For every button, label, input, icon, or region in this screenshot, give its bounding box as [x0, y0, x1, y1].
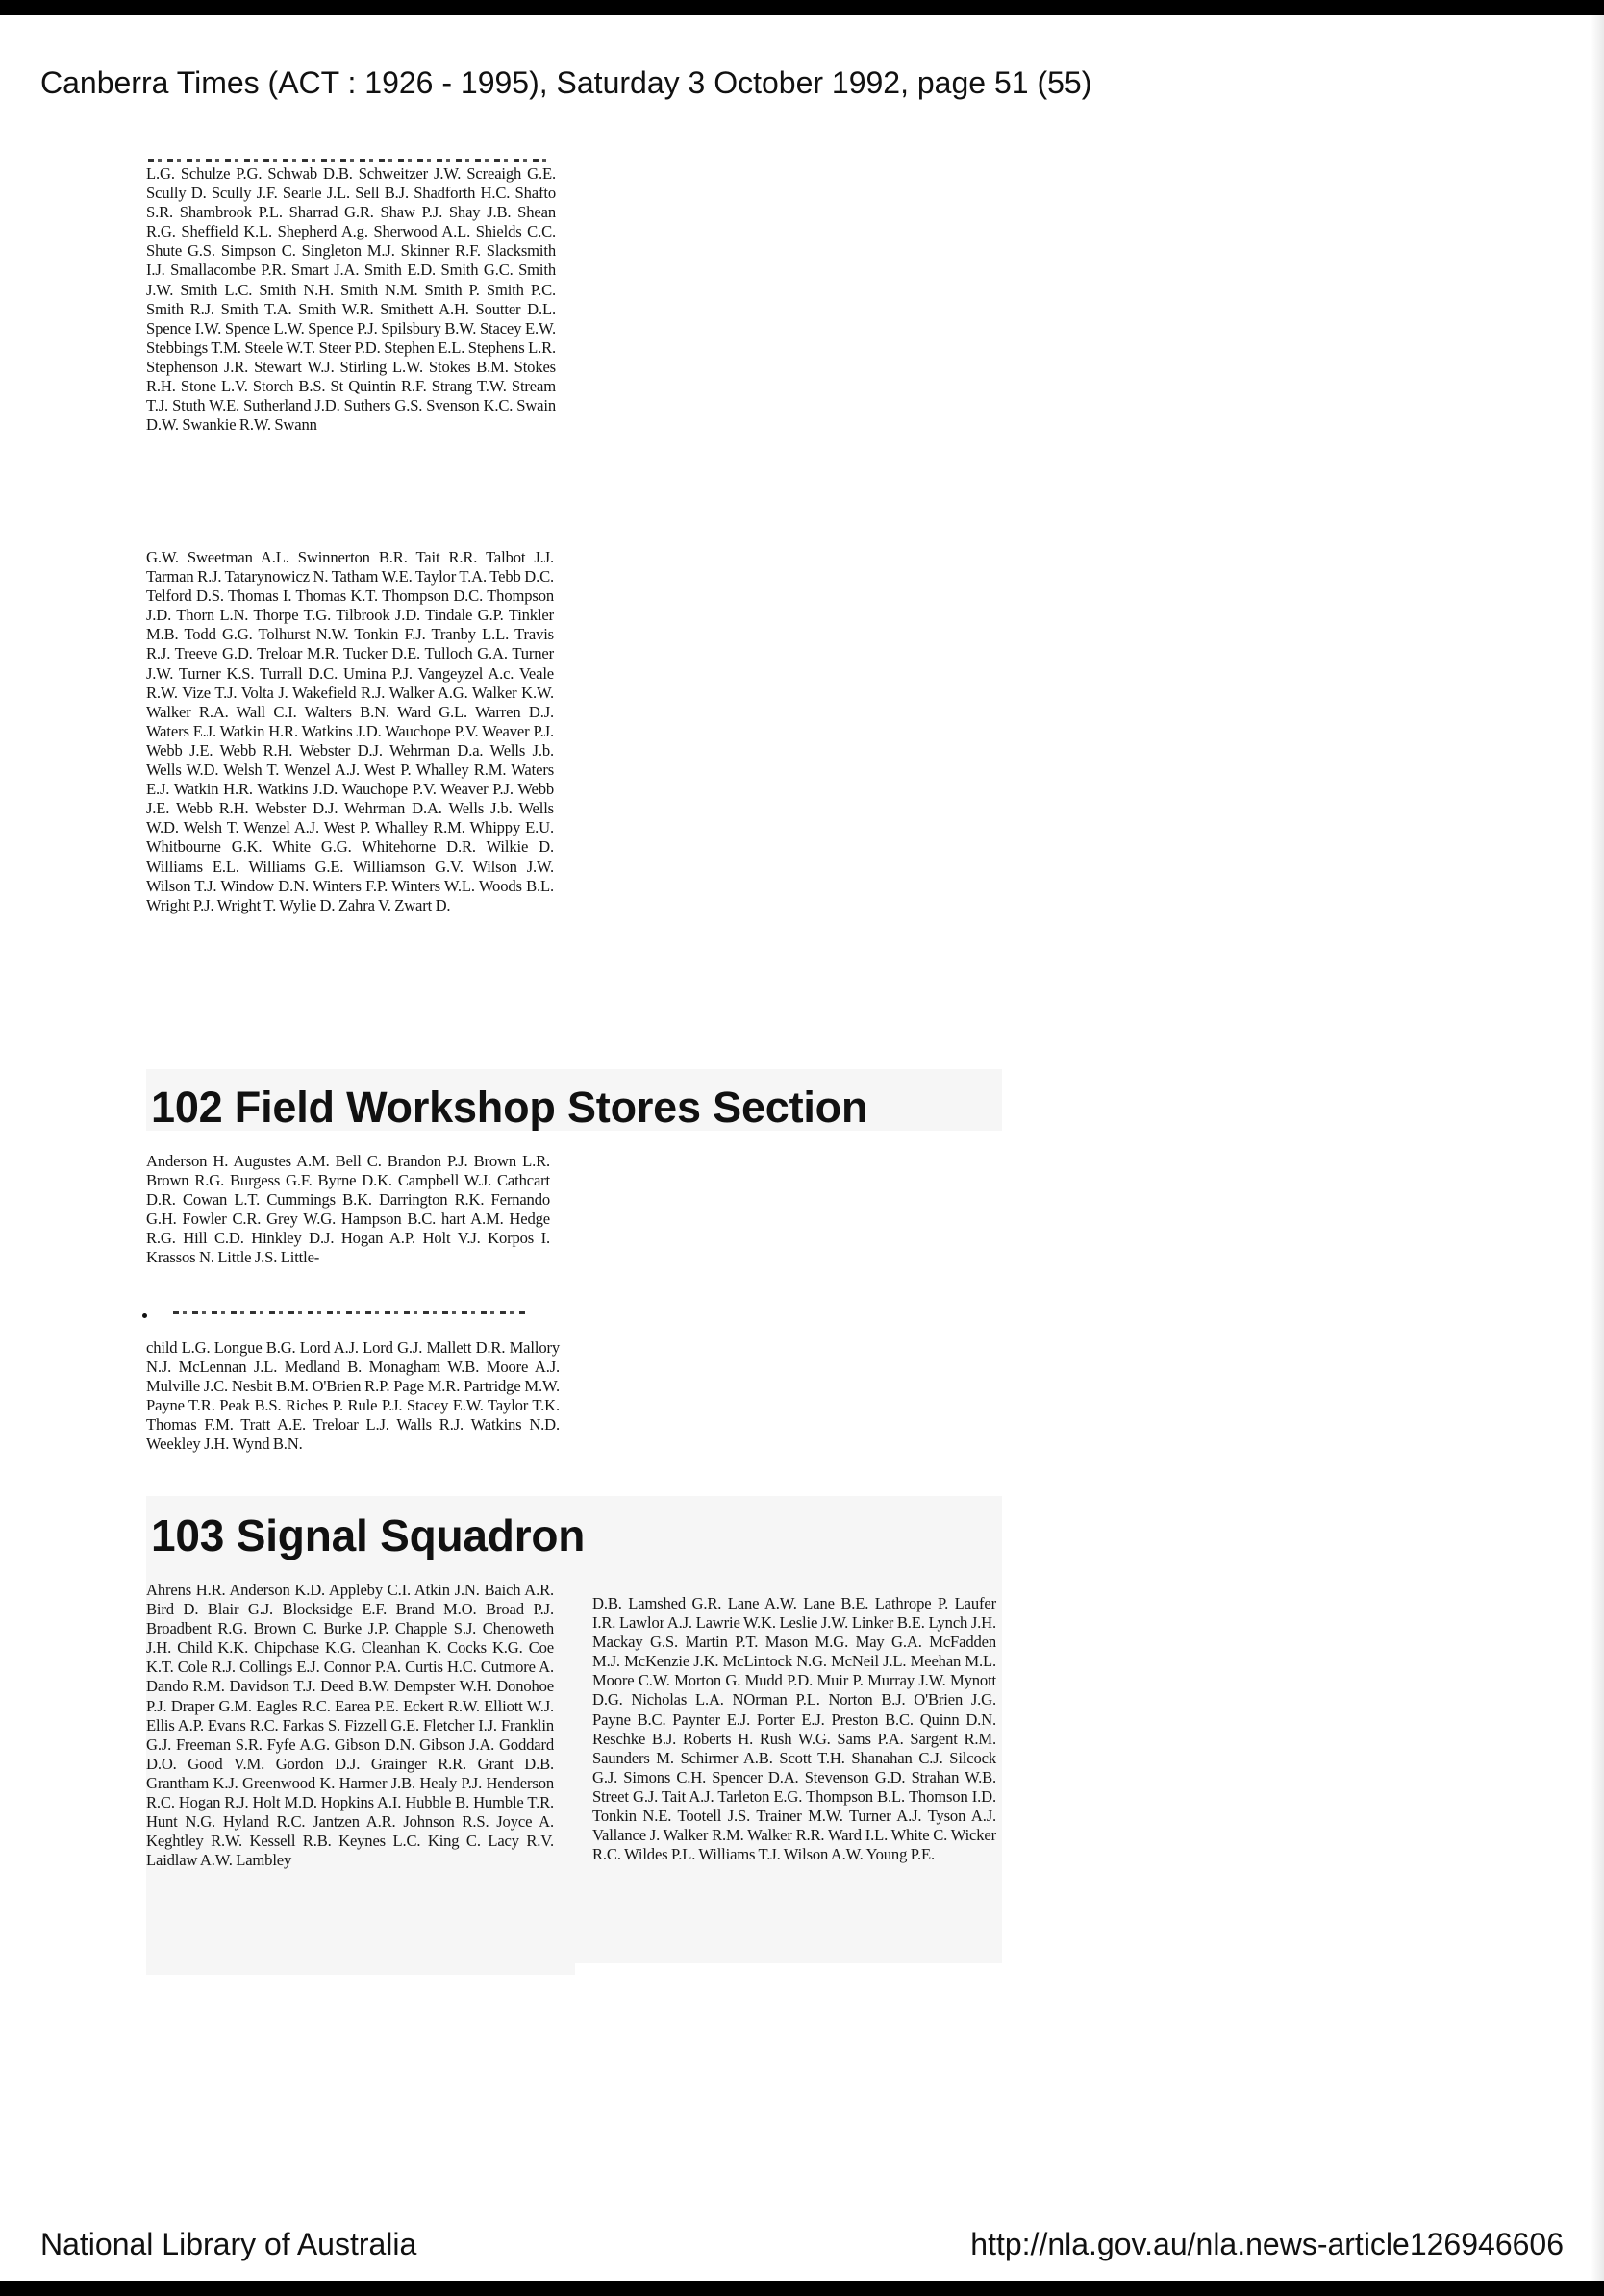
section-body-col-2 — [575, 1567, 1002, 1963]
article-block-2 — [146, 531, 577, 1069]
names-list: Anderson H. Augustes A.M. Bell C. Brandon P.J. Brown L.R. Brown R.G. Burgess G.F. Byrne D.K. Campbell W.J. Cathcart D.R. Cowan L.T. Cummings B.K. Darrington R.K. Fernando G.H. Fowler C.R. Grey W.G. Hampson B.C. hart A.M. Hedge R.G. Hill C.D. Hinkley D.J. Hogan A.P. Holt V.J. Korpos I. Krassos N. Little J.S. Little- — [146, 1152, 550, 1267]
clipped-top-line — [146, 156, 556, 163]
page-edge-shadow — [1591, 15, 1604, 2281]
section-heading: 103 Signal Squadron — [151, 1510, 586, 1560]
section-heading-band — [146, 1069, 1002, 1131]
section-heading: 102 Field Workshop Stores Section — [151, 1083, 868, 1131]
clipped-separator — [171, 1309, 537, 1316]
section-body-col-1 — [146, 1567, 575, 1975]
section-body-part-1 — [146, 1152, 560, 1298]
names-list: L.G. Schulze P.G. Schwab D.B. Schweitzer J.W. Screaigh G.E. Scully D. Scully J.F. Searle J.L. Sell B.J. Shadforth H.C. Shafto S.R. Shambrook P.L. Sharrad G.R. Shaw P.J. Shay J.B. Shean R.G. Sheffield K.L. Shepherd A.g. Sherwood A.L. Shields C.C. Shute G.S. Simpson C. Singleton M.J. Skinner R.F. Slacksmith I.J. Smallacombe P.R. Smart J.A. Smith E.D. Smith G.C. Smith J.W. Smith L.C. Smith N.H. Smith N.M. Smith P. Smith P.C. Smith R.J. Smith T.A. Smith W.R. Smithett A.H. Soutter D.L. Spence I.W. Spence L.W. Spence P.J. Spilsbury B.W. Stacey E.W. Stebbings T.M. Steele W.T. Steer P.D. Stephen E.L. Stephens L.R. Stephenson J.R. Stewart W.J. Stirling L.W. Stokes B.M. Stokes R.H. Stone L.V. Storch B.S. St Quintin R.F. Strang T.W. Stream T.J. Stuth W.E. Sutherland J.D. Suthers G.S. Svenson K.C. Swain D.W. Swankie R.W. Swann — [146, 164, 556, 435]
clip-mark-bullet — [142, 1313, 147, 1318]
section-body-part-2 — [146, 1331, 575, 1492]
article-block-1 — [146, 156, 556, 531]
footer-url[interactable]: http://nla.gov.au/nla.news-article126946606 — [970, 2227, 1564, 2261]
names-list: child L.G. Longue B.G. Lord A.J. Lord G.J. Mallett D.R. Mallory N.J. McLennan J.L. Medland B. Monagham W.B. Moore A.J. Mulville J.C. Nesbit B.M. O'Brien R.P. Page M.R. Partridge M.W. Payne T.R. Peak B.S. Riches P. Rule P.J. Stacey E.W. Taylor T.K. Thomas F.M. Tratt A.E. Treloar L.J. Walls R.J. Watkins N.D. Weekley J.H. Wynd B.N. — [146, 1338, 560, 1454]
page — [0, 15, 1604, 2281]
names-list: D.B. Lamshed G.R. Lane A.W. Lane B.E. Lathrope P. Laufer I.R. Lawlor A.J. Lawrie W.K. Leslie J.W. Linker B.E. Lynch J.H. Mackay G.S. Martin P.T. Mason M.G. May G.A. McFadden M.J. McKenzie J.K. McLintock N.G. McNeil J.L. Meehan M.L. Moore C.W. Morton G. Mudd P.D. Muir P. Murray J.W. Mynott D.G. Nicholas L.A. NOrman P.L. Norton B.J. O'Brien J.G. Payne B.C. Paynter E.J. Porter E.J. Preston B.C. Quinn D.N. Reschke B.J. Roberts H. Rush W.G. Sams P.A. Sargent R.M. Saunders M. Schirmer A.B. Scott T.H. Shanahan C.J. Silcock G.J. Simons C.H. Spencer D.A. Stevenson G.D. Strahan W.B. Street G.J. Tait A.J. Tarleton E.G. Thompson B.L. Thomson I.D. Tonkin N.E. Tootell J.S. Trainer M.W. Turner A.J. Tyson A.J. Vallance J. Walker R.M. Walker R.R. Ward I.L. White C. Wicker R.C. Wildes P.L. Williams T.J. Wilson A.W. Young P.E. — [592, 1594, 996, 1864]
section-heading-band — [146, 1496, 1002, 1567]
citation-header: Canberra Times (ACT : 1926 - 1995), Saturday 3 October 1992, page 51 (55) — [40, 65, 1092, 100]
footer-library: National Library of Australia — [40, 2227, 417, 2261]
names-list: G.W. Sweetman A.L. Swinnerton B.R. Tait R.R. Talbot J.J. Tarman R.J. Tatarynowicz N. Tatham W.E. Taylor T.A. Tebb D.C. Telford D.S. Thomas I. Thomas K.T. Thompson D.C. Thompson J.D. Thorn L.N. Thorpe T.G. Tilbrook J.D. Tindale G.P. Tinkler M.B. Todd G.G. Tolhurst N.W. Tonkin F.J. Tranby L.L. Travis R.J. Treeve G.D. Treloar M.R. Tucker D.E. Tulloch G.A. Turner J.W. Turner K.S. Turrall D.C. Umina P.J. Vangeyzel A.c. Veale R.W. Vize T.J. Volta J. Wakefield R.J. Walker A.G. Walker K.W. Walker R.A. Wall C.I. Walters B.N. Ward G.L. Warren D.J. Waters E.J. Watkin H.R. Watkins J.D. Wauchope P.V. Weaver P.J. Webb J.E. Webb R.H. Webster D.J. Wehrman D.a. Wells J.b. Wells W.D. Welsh T. Wenzel A.J. West P. Whalley R.M. Waters E.J. Watkin H.R. Watkins J.D. Wauchope P.V. Weaver P.J. Webb J.E. Webb R.H. Webster D.J. Wehrman D.A. Wells J.b. Wells W.D. Welsh T. Wenzel A.J. West P. Whalley R.M. Whippy E.U. Whitbourne G.K. White G.G. Whitehorne D.R. Wilkie D. Williams E.L. Williams G.E. Williamson G.V. Wilson J.W. Wilson T.J. Window D.N. Winters F.P. Winters W.L. Woods B.L. Wright P.J. Wright T. Wylie D. Zahra V. Zwart D. — [146, 548, 554, 914]
names-list: Ahrens H.R. Anderson K.D. Appleby C.I. Atkin J.N. Baich A.R. Bird D. Blair G.J. Blocksidge E.F. Brand M.O. Broad P.J. Broadbent R.G. Brown C. Burke J.P. Chapple S.J. Chenoweth J.H. Child K.K. Chipchase K.G. Cleanhan K. Cocks K.G. Coe K.T. Cole R.J. Collings E.J. Connor P.A. Curtis H.C. Cutmore A. Dando R.M. Davidson T.J. Deed B.W. Dempster W.H. Donohoe P.J. Draper G.M. Eagles R.C. Earea P.E. Eckert R.W. Elliott W.J. Ellis A.P. Evans R.C. Farkas S. Fizzell G.E. Fletcher I.J. Franklin G.J. Freeman S.R. Fyfe A.G. Gibson D.N. Gibson J.A. Goddard D.O. Good V.M. Gordon D.J. Grainger R.R. Grant D.B. Grantham K.J. Greenwood K. Harmer J.B. Healy P.J. Henderson R.C. Hogan R.J. Holt M.D. Hopkins A.I. Hubble B. Humble T.R. Hunt N.G. Hyland R.C. Jantzen A.R. Johnson R.S. Joyce A. Keghtley R.W. Kessell R.B. Keynes L.C. King C. Lacy R.V. Laidlaw A.W. Lambley — [146, 1581, 554, 1870]
